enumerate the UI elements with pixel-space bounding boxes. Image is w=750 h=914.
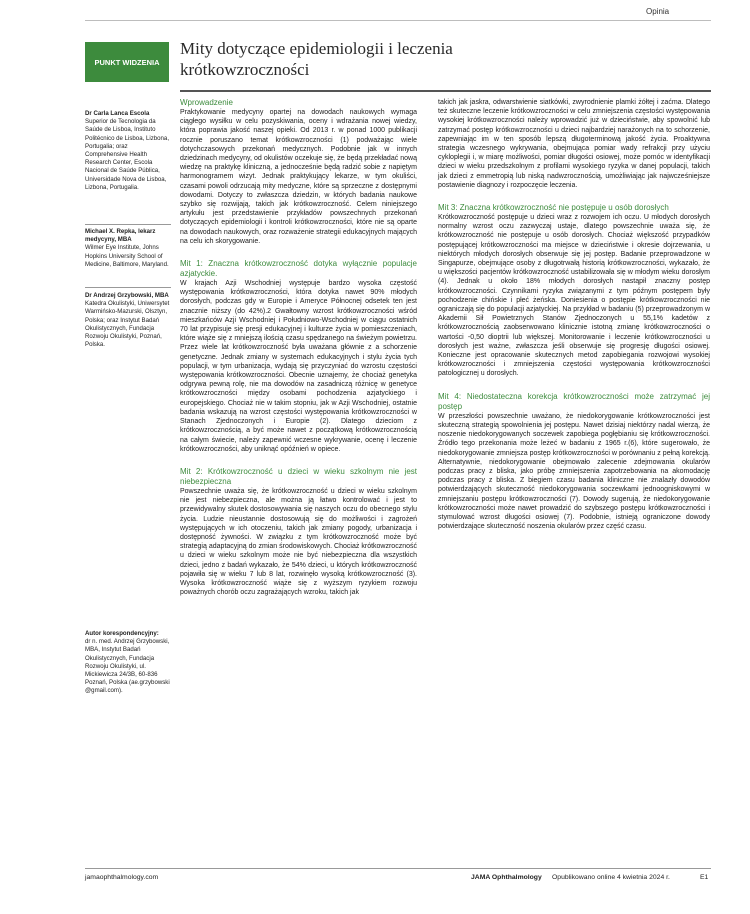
footer-divider — [85, 868, 711, 869]
author-divider — [85, 224, 171, 225]
paragraph: Powszechnie uważa się, że krótkowzroczność u dzieci w wieku szkolnym nie jest niebezpieczna, ale można ją łatwo kontrolować i jest to przewidywalny skutek dostosowywania się naszych oczu do obecnego stylu życia. Ludzie nieustannie dostosowują się do możliwości i zagrożeń występujących w ich otoczeniu, takich jak zmiany pogody, urbanizacja i dostępność żywności. W związku z tym krótkowzroczność może być strategią adaptacyjną do zmian środowiskowych. Chociaż krótkowzroczność u dzieci w wieku szkolnym może nie być niebezpieczna dla wszystkich dzieci, jedno z badań wykazało, że 54% dzieci, u których krótkowzroczność pojawiła się w wieku 7 lub 8 lat, rozwinęło wysoką krótkowzroczność (3). Wysoka krótkowzroczność wiąże się z wyższym ryzykiem rozwoju poważnych chorób oczu zagrażających wzroku, takich jak — [180, 487, 417, 597]
correspondence-block — [85, 630, 171, 696]
footer-journal: JAMA Ophthalmology — [471, 874, 542, 881]
article-title — [180, 38, 660, 80]
heading-introduction: Wprowadzenie — [180, 98, 233, 107]
author-divider — [85, 287, 171, 288]
header-divider — [85, 20, 711, 21]
article-title-line-2: krótkowzroczności — [180, 60, 310, 79]
heading-myth-1: Mit 1: Znaczna krótkowzroczność dotyka wyłącznie populacje azjatyckie. — [180, 259, 417, 279]
heading-myth-3: Mit 3: Znaczna krótkowzroczność nie postępuje u osób dorosłych — [438, 203, 669, 213]
author-affiliation: Superior de Tecnologia da Saúde de Lisboa, Instituto Politécnico de Lisboa, Lizbona, Portugalia; oraz Comprehensive Health Research Center, Escola Nacional de Saúde Pública, Universidade Nova de Lisboa, Lizbona, Portugalia. — [85, 118, 170, 191]
author-name: Dr Andrzej Grzybowski, MBA — [85, 292, 169, 299]
right-column — [438, 98, 710, 531]
page-number: E1 — [700, 874, 709, 881]
author-affiliation: Katedra Okulistyki, Uniwersytet Warmińsko-Mazurski, Olsztyn, Polska; oraz Instytut Badań Okulistycznych, Fundacja Rozwoju Okulistyki, Poznań, Polska. — [85, 300, 170, 349]
footer-published: Opublikowano online 4 kwietnia 2024 r. — [552, 874, 670, 881]
author-block-2 — [85, 228, 171, 269]
author-name: Michael X. Repka, lekarz medycyny, MBA — [85, 228, 156, 244]
left-column — [180, 98, 417, 597]
correspondence-label: Autor korespondencyjny: — [85, 630, 159, 637]
author-block-3 — [85, 292, 171, 349]
article-title-line-1: Mity dotyczące epidemiologii i leczenia — [180, 39, 453, 58]
heading-myth-2: Mit 2: Krótkowzroczność u dzieci w wieku szkolnym nie jest niebezpieczna — [180, 466, 417, 486]
paragraph: W krajach Azji Wschodniej występuje bardzo wysoka częstość występowania krótkowzroczności, która dotyka nawet 90% młodych dorosłych, podczas gdy w Europie i Ameryce Północnej odsetek ten jest znacznie niższy (do 42%).2 Gwałtowny wzrost krótkowzroczności wśród mieszkańców Azji Wschodniej i Południowo-Wschodniej w ciągu ostatnich 70 lat przypisuje się presji edukacyjnej i kulturze życia w pomieszczeniach, które wiąże się z mniejszą ilością czasu spędzanego na świeżym powietrzu. Przez wiele lat krótkowzroczność była uważana głównie z a schorzenie genetyczne. Jednak zmiany w systemach edukacyjnych i stylu życia tych populacji, w tym urbanizacja, wydają się przyczyniać do wzrostu częstości występowania krótkowzroczności. Obecnie uznajemy, że chociaż genetyka odgrywa pewną rolę, nie ma dowodów na zasadniczą różnicę w genetyce krótkowzroczności między osobami pochodzenia azjatyckiego i europejskiego. Chociaż nie w takim stopniu, jak w Azji Wschodniej, ostatnie badania wskazują na wzrost częstości występowania krótkowzroczności w Stanach Zjednoczonych i Europie (2). Dlatego dzieciom z krótkowzrocznością, a być może nawet z początkową krótkowzrocznością na całym świecie, należy zapewnić wczesne wykrywanie, ocenę i leczenie krótkowzroczności, aby uniknąć opóźnień w opiece. — [180, 280, 417, 453]
title-rule — [180, 90, 711, 92]
section-label: Opinia — [646, 7, 670, 16]
author-name: Dr Carla Lanca Escola — [85, 110, 150, 117]
paragraph: Krótkowzroczność postępuje u dzieci wraz z rozwojem ich oczu. U młodych dorosłych normalny wzrost oczu zazwyczaj ustaje, dlatego powszechnie uważa się, że krótkowzroczność nie postępuje u osób dorosłych. Chociaż większość przypadków postępującej krótkowzroczności ma miejsce w dzieciństwie i okresie dojrzewania, u niektórych młodych dorosłych obserwuje się jej postęp. Badanie przeprowadzone w Singapurze, obejmujące osoby z długotrwałą historią krótkowzroczności, wykazało, że u większości pacjentów krótkowzroczność ustabilizowała się w młodym wieku dorosłym (4). Jednak u około 18% młodych dorosłych nastąpił znaczny postęp krótkowzroczności. Czynnikami ryzyka związanymi z tym późnym postępem były pochodzenie chińskie i płeć żeńska. Doniesienia o postępie krótkowzroczności nie ograniczają się do populacji azjatyckiej. Na przykład w badaniu (5) przeprowadzonym w Akademii Sił Powietrznych Stanów Zjednoczonych u 55,1% kadetów z krótkowzrocznością zaobserwowano klinicznie istotną zmianę krótkowzroczności o wartości -0,50 dioptrii lub większej. Monitorowanie i leczenie krótkowzroczności u dorosłych jest ważne, zwłaszcza jeśli obserwuje się progresję długości osiowej. Konieczne jest opracowanie skutecznych metod zapobiegania rozwojowi wysokiej krótkowzroczności i zmniejszenia częstości występowania krótkowzroczności patologicznej u dorosłych. — [438, 214, 710, 378]
author-affiliation: Wilmer Eye Institute, Johns Hopkins University School of Medicine, Baltimore, Maryland. — [85, 244, 169, 268]
author-block-1 — [85, 110, 171, 192]
paragraph: takich jak jaskra, odwarstwienie siatkówki, zwyrodnienie plamki żółtej i zaćma. Dlatego też skuteczne leczenie krótkowzroczności w celu zmniejszenia częstości występowania wysokiej krótkowzroczności należy wprowadzić już w dzieciństwie, aby spowolnić lub zatrzymać postęp krótkowzroczności u dzieci najbardziej narażonych na to schorzenie, zapewniając im w ten sposób lepszą długoterminową jakość życia. Proaktywna strategia wczesnego wykrywania, obejmująca pomiar wady refrakcji przy użyciu cykloplegii i, w miarę możliwości, pomiar długości osiowej, może pomóc w identyfikacji dzieci w wieku przedszkolnym z profilami wysokiego ryzyka w danej populacji, takich jak dzieci z emmetropią lub niską nadwzrocznością, umożliwiając jak najwcześniejsze postawienie diagnozy i rozpoczęcie leczenia. — [438, 99, 710, 189]
heading-myth-4: Mit 4: Niedostateczna korekcja krótkowzroczności może zatrzymać jej postęp — [438, 391, 710, 411]
footer-website-link[interactable]: jamaophthalmology.com — [85, 874, 159, 881]
paragraph: Praktykowanie medycyny opartej na dowodach naukowych wymaga ciągłego wysiłku w celu pozyskiwania, oceny i wdrażania nowej wiedzy, która poprawia jakość naszej opieki. Od 2013 r. w ponad 1000 publikacji rocznie poruszano temat krótkowzroczności (1) podważając wiele dotychczasowych przekonań medycznych. Podobnie jak w innych dziedzinach medycyny, od okulistów oczekuje się, że będą przekładać nową wiedzę na praktykę kliniczną, a jednocześnie będą radzić sobie z napiętym harmonogramem wizyt. Jednak praktykujący lekarze, w tym okuliści, czasami powoli odrzucają mity medyczne, które są sprzeczne z dostępnymi dowodami. Dotyczy to zwłaszcza dziedzin, w których badania naukowe szybko się rozwijają, takich jak krótkowzroczność. Celem niniejszego artykułu jest przedstawienie przykładów powszechnych przekonań dotyczących epidemiologii i kontroli krótkowzroczności, które nie są oparte na dowodach naukowych, oraz rozważenie strategii edukacyjnych mających na celu ich skorygowanie. — [180, 109, 417, 245]
correspondence-text: dr n. med. Andrzej Grzybowski, MBA, Instytut Badań Okulistycznych, Fundacja Rozwoju Okulistyki, ul. Mickiewicza 24/3B, 60-836 Poznań, Polska (ae.grzybowski @gmail.com). — [85, 638, 170, 695]
viewpoint-badge: PUNKT WIDZENIA — [85, 42, 169, 82]
paragraph: W przeszłości powszechnie uważano, że niedokorygowanie krótkowzroczności jest skuteczną strategią spowolnienia jej postępu. Nawet dzisiaj niektórzy nadal wierzą, że noszenie niedokorygowanych soczewek zapobiega pogłębianiu się krótkowzroczności. Źródło tego przekonania może leżeć w badaniu z 1965 r.(6), które sugerowało, że niedokorygowanie zmniejsza postęp krótkowzroczności w porównaniu z pełną korekcją. Alternatywnie, niedokorygowanie obejmowało zalecenie zdejmowania okularów podczas pracy z bliska, jako próbę zmniejszenia zapotrzebowania na akomodację podczas pracy z bliska. Z biegiem czasu badania kliniczne nie znalazły dowodów potwierdzających skuteczność niedokorygowania soczewkami jednoogniskowymi w zmniejszaniu postępu krótkowzroczności (7). Dowody sugerują, że niedokorygowanie krótkowzroczności może nawet prowadzić do szybszego postępu krótkowzroczności i stymulować wzrost długości osiowej (7). Podobnie, istnieją ograniczone dowody potwierdzające skuteczność noszenia okularów przez część czasu. — [438, 412, 710, 531]
